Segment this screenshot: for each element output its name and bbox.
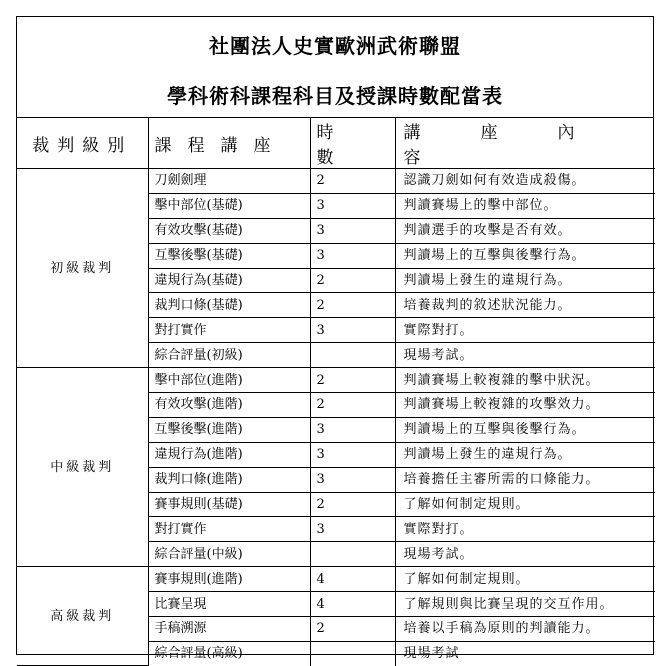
hours-cell: 4 [310,592,395,617]
header-hours: 時數 [310,118,395,169]
course-cell: 違規行為(基礎) [148,268,310,293]
course-cell: 綜合評量(中級) [148,542,310,567]
content-cell: 判讀賽場上較複雜的攻擊效力。 [395,393,655,418]
course-cell: 違規行為(進階) [148,442,310,467]
content-cell: 判讀場上的互擊與後擊行為。 [395,417,655,442]
hours-cell: 2 [310,293,395,318]
course-allocation-sheet [16,16,654,662]
hours-cell: 3 [310,318,395,343]
level-cell: 初級裁判 [17,169,148,368]
content-cell: 了解規則與比賽呈現的交互作用。 [395,592,655,617]
course-cell: 有效攻擊(基礎) [148,218,310,243]
content-cell: 判讀場上發生的違規行為。 [395,442,655,467]
content-cell: 培養裁判的敘述狀況能力。 [395,293,655,318]
level-cell: 高級裁判 [17,567,148,666]
table-row [17,368,655,393]
content-cell: 實際對打。 [395,517,655,542]
content-cell: 現場考試。 [395,343,655,368]
hours-cell: 3 [310,417,395,442]
course-cell: 擊中部位(進階) [148,368,310,393]
course-cell: 擊中部位(基礎) [148,193,310,218]
hours-cell [310,343,395,368]
course-cell: 互擊後擊(進階) [148,417,310,442]
hours-cell: 2 [310,492,395,517]
content-cell: 現場考試 [395,641,655,665]
table-row [17,169,655,194]
content-cell: 培養擔任主審所需的口條能力。 [395,467,655,492]
course-cell: 互擊後擊(基礎) [148,243,310,268]
header-course: 課程講座 [148,118,310,169]
hours-cell: 3 [310,442,395,467]
hours-cell: 3 [310,218,395,243]
hours-cell [310,641,395,665]
course-cell: 比賽呈現 [148,592,310,617]
course-table [17,118,655,666]
hours-cell: 3 [310,243,395,268]
hours-cell: 4 [310,567,395,592]
course-cell: 賽事規則(基礎) [148,492,310,517]
table-row [17,567,655,592]
content-cell: 判讀場上的互擊與後擊行為。 [395,243,655,268]
course-cell: 刀劍劍理 [148,169,310,194]
course-cell: 對打實作 [148,318,310,343]
course-cell: 有效攻擊(進階) [148,393,310,418]
hours-cell: 2 [310,368,395,393]
header-row [17,118,655,169]
content-cell: 判讀場上發生的違規行為。 [395,268,655,293]
hours-cell: 2 [310,393,395,418]
header-level: 裁判級別 [17,118,148,169]
header-content: 講座內容 [395,118,655,169]
hours-cell: 2 [310,169,395,194]
course-cell: 賽事規則(進階) [148,567,310,592]
course-cell: 綜合評量(高級) [148,641,310,665]
course-cell: 綜合評量(初級) [148,343,310,368]
content-cell: 現場考試。 [395,542,655,567]
hours-cell: 3 [310,517,395,542]
title-block [17,17,653,118]
organization-title: 社團法人史實歐洲武術聯盟 [209,34,461,58]
course-cell: 對打實作 [148,517,310,542]
content-cell: 判讀選手的攻擊是否有效。 [395,218,655,243]
content-cell: 實際對打。 [395,318,655,343]
hours-cell: 2 [310,268,395,293]
content-cell: 培養以手稿為原則的判讀能力。 [395,617,655,642]
content-cell: 了解如何制定規則。 [395,567,655,592]
hours-cell: 3 [310,467,395,492]
hours-cell [310,542,395,567]
hours-cell: 2 [310,617,395,642]
course-cell: 手稿溯源 [148,617,310,642]
level-cell: 中級裁判 [17,368,148,567]
course-cell: 裁判口條(基礎) [148,293,310,318]
content-cell: 了解如何制定規則。 [395,492,655,517]
course-cell: 裁判口條(進階) [148,467,310,492]
content-cell: 認識刀劍如何有效造成殺傷。 [395,169,655,194]
content-cell: 判讀賽場上的擊中部位。 [395,193,655,218]
content-cell: 判讀賽場上較複雜的擊中狀況。 [395,368,655,393]
hours-cell: 3 [310,193,395,218]
table-subtitle: 學科術科課程科目及授課時數配當表 [167,84,503,108]
